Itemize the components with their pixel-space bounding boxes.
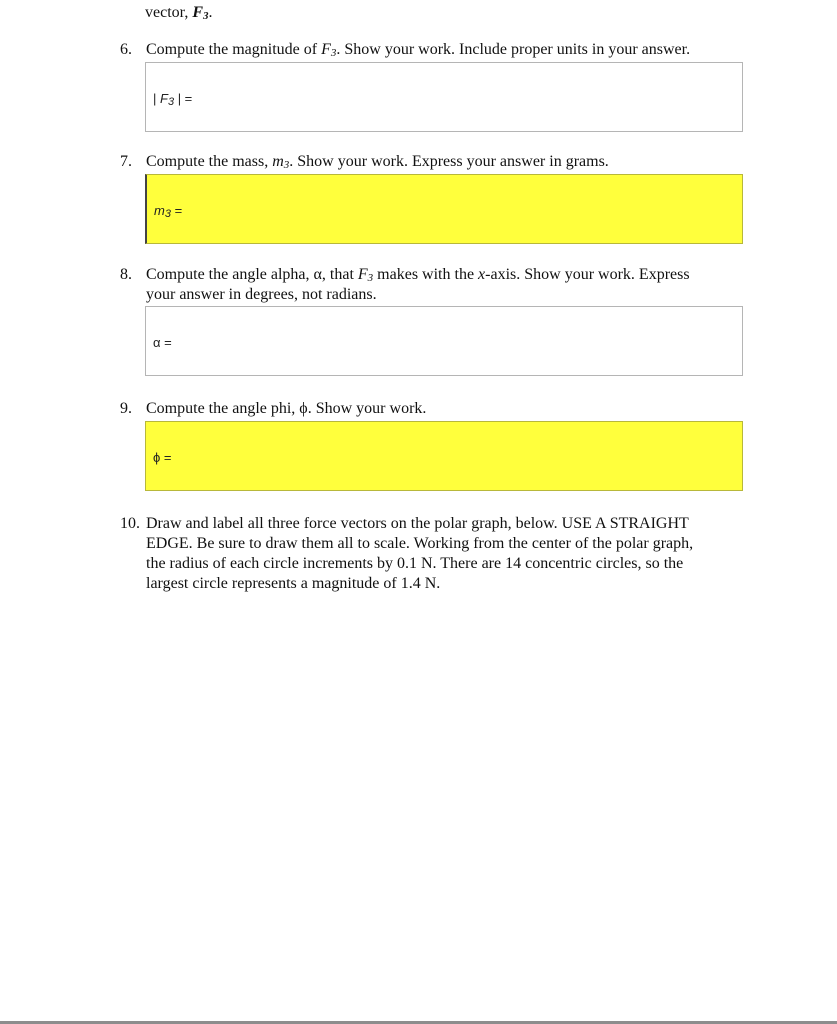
answer-label-7 [154,203,182,218]
answer-box-9[interactable] [145,421,743,491]
question-number: 7. [120,153,132,170]
q6-text-b: . Show your work. Include proper units in your answer. [336,41,691,58]
answer-label-9: ϕ = [153,450,172,465]
question-10 [120,514,760,594]
q6-text-a: Compute the magnitude of [146,41,322,58]
intro-line [145,3,213,23]
question-number: 9. [120,400,132,417]
q8-var: F [357,266,368,283]
q8-var2: x [478,266,486,283]
a6-suffix: | = [174,91,193,106]
q6-var: F [321,41,331,58]
question-text-line1: Draw and label all three force vectors on the polar graph, below. USE A STRAIGHT [146,515,689,532]
answer-box-6[interactable] [145,62,743,132]
q7-sub: 3 [283,159,290,171]
question-text-line4: largest circle represents a magnitude of 1.4 N. [146,575,441,592]
answer-label-8: α = [153,335,172,350]
answer-box-8[interactable] [145,306,743,376]
question-text [146,265,750,285]
intro-prefix: vector, [145,4,193,21]
question-text [146,40,750,60]
question-text-line3: the radius of each circle increments by 0.1 N. There are 14 concentric circles, so the [146,555,684,572]
a7-sub: 3 [164,208,171,220]
intro-suffix: . [208,4,213,21]
intro-sub: 3 [203,10,209,22]
answer-box-7[interactable] [145,174,743,244]
a7-suffix: = [170,203,183,218]
question-6 [120,40,750,60]
question-text-line2: EDGE. Be sure to draw them all to scale. Working from the center of the polar graph, [146,535,694,552]
q7-text-a: Compute the mass, [146,153,273,170]
q7-var: m [272,153,284,170]
question-number: 10. [120,515,140,532]
question-text [146,152,750,172]
intro-var: F [192,4,204,21]
q6-sub: 3 [330,47,337,59]
q8-sub: 3 [367,272,374,284]
a6-var: F [160,91,168,106]
answer-label-6 [153,91,192,106]
question-8 [120,265,750,305]
q8-text-a: Compute the angle alpha, α, that [146,266,358,283]
question-number: 6. [120,41,132,58]
question-7 [120,152,750,172]
question-9 [120,399,750,419]
question-number: 8. [120,266,132,283]
q7-text-b: . Show your work. Express your answer in grams. [289,153,609,170]
a6-sub: 3 [167,96,175,108]
a6-prefix: | [153,91,160,106]
q8-text-c: -axis. Show your work. Express [485,266,690,283]
q8-text-b: makes with the [373,266,479,283]
a7-var: m [154,203,165,218]
question-text: Compute the angle phi, ϕ. Show your work. [146,400,427,417]
question-text-line2: your answer in degrees, not radians. [146,286,377,303]
